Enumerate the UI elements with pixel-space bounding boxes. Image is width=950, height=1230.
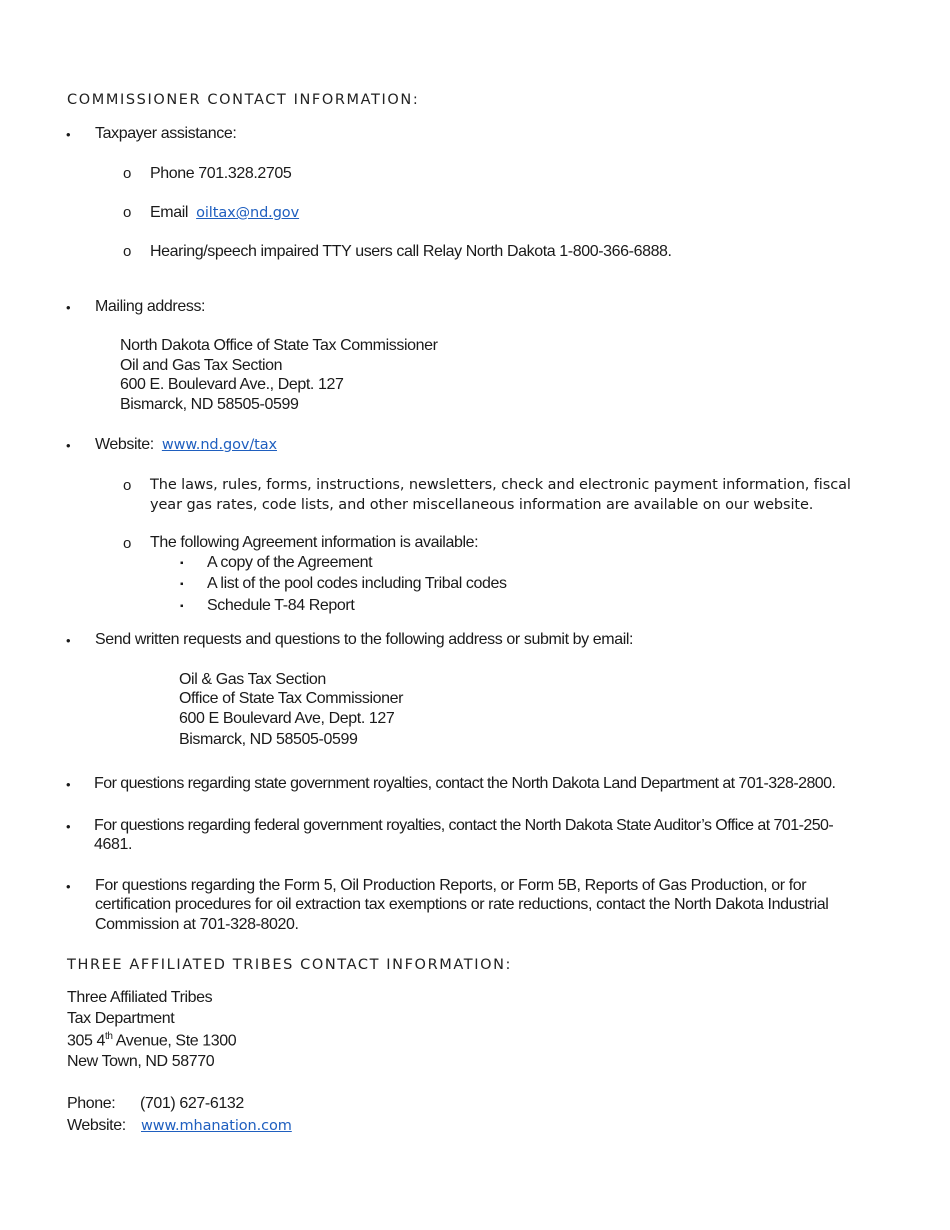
circle-bullet-icon: o (123, 204, 132, 221)
tribes-address-number: 305 4 (67, 1032, 106, 1050)
state-royalties-text: For questions regarding state government royalties, contact the North Dakota Land Department at 701-328-2800. (94, 775, 836, 792)
agreement-label: The following Agreement information is available: (150, 534, 479, 551)
mailing-line: Oil and Gas Tax Section (120, 357, 283, 374)
commissioner-heading: COMMISSIONER CONTACT INFORMATION: (67, 92, 420, 108)
phone-line: Phone 701.328.2705 (150, 165, 292, 182)
send-address-line: Oil & Gas Tax Section (179, 671, 326, 688)
email-line (150, 204, 299, 222)
bullet-icon: • (66, 300, 71, 315)
form5-text-3: Commission at 701-328-8020. (95, 916, 299, 933)
circle-bullet-icon: o (123, 477, 132, 494)
send-address-line: 600 E Boulevard Ave, Dept. 127 (179, 710, 395, 727)
tribes-address-street: Avenue, Ste 1300 (112, 1032, 237, 1050)
email-link[interactable]: oiltax@nd.gov (196, 205, 300, 221)
circle-bullet-icon: o (123, 535, 132, 552)
square-bullet-icon: ▪ (180, 558, 184, 569)
email-label: Email (150, 204, 189, 221)
laws-line-2: year gas rates, code lists, and other miscellaneous information are available on our website. (150, 497, 814, 513)
tribes-city: New Town, ND 58770 (67, 1053, 215, 1070)
tribes-address (67, 1031, 236, 1050)
square-bullet-icon: ▪ (180, 601, 184, 612)
tty-line: Hearing/speech impaired TTY users call Relay North Dakota 1-800-366-6888. (150, 243, 672, 260)
send-label: Send written requests and questions to the following address or submit by email: (95, 631, 634, 648)
form5-text-1: For questions regarding the Form 5, Oil Production Reports, or Form 5B, Reports of Gas Production, or for (95, 877, 807, 894)
taxpayer-label: Taxpayer assistance: (95, 125, 237, 142)
send-address-line: Bismarck, ND 58505-0599 (179, 731, 358, 748)
tribes-heading: THREE AFFILIATED TRIBES CONTACT INFORMATION: (67, 957, 513, 973)
form5-text-2: certification procedures for oil extraction tax exemptions or rate reductions, contact the North Dakota Industrial (95, 896, 829, 913)
laws-line-1: The laws, rules, forms, instructions, newsletters, check and electronic payment information, fiscal (150, 477, 851, 493)
mailing-line: North Dakota Office of State Tax Commissioner (120, 337, 438, 354)
circle-bullet-icon: o (123, 165, 132, 182)
bullet-icon: • (66, 879, 71, 894)
tribes-name: Three Affiliated Tribes (67, 989, 213, 1006)
tribes-department: Tax Department (67, 1010, 175, 1027)
mailing-line: 600 E. Boulevard Ave., Dept. 127 (120, 376, 344, 393)
agreement-item: A copy of the Agreement (207, 554, 373, 571)
send-address-line: Office of State Tax Commissioner (179, 690, 404, 707)
mailing-label: Mailing address: (95, 298, 206, 315)
federal-royalties-text-1: For questions regarding federal government royalties, contact the North Dakota State Auditor’s Office at 701-250- (94, 817, 834, 834)
bullet-icon: • (66, 777, 71, 792)
circle-bullet-icon: o (123, 243, 132, 260)
website-label: Website: (95, 436, 154, 453)
bullet-icon: • (66, 127, 71, 142)
bullet-icon: • (66, 438, 71, 453)
tribes-phone-label: Phone: (67, 1095, 116, 1112)
website-line (95, 436, 277, 454)
tribes-phone: (701) 627-6132 (140, 1095, 244, 1112)
tribes-website-label: Website: (67, 1117, 126, 1134)
tribes-address-suffix: th (105, 1031, 113, 1042)
agreement-item: A list of the pool codes including Tribal codes (207, 575, 507, 592)
agreement-item: Schedule T-84 Report (207, 597, 355, 614)
federal-royalties-text-2: 4681. (94, 836, 133, 853)
tribes-website-link[interactable]: www.mhanation.com (141, 1118, 292, 1134)
bullet-icon: • (66, 819, 71, 834)
bullet-icon: • (66, 633, 71, 648)
mailing-line: Bismarck, ND 58505-0599 (120, 396, 299, 413)
square-bullet-icon: ▪ (180, 579, 184, 590)
website-link[interactable]: www.nd.gov/tax (161, 437, 278, 453)
